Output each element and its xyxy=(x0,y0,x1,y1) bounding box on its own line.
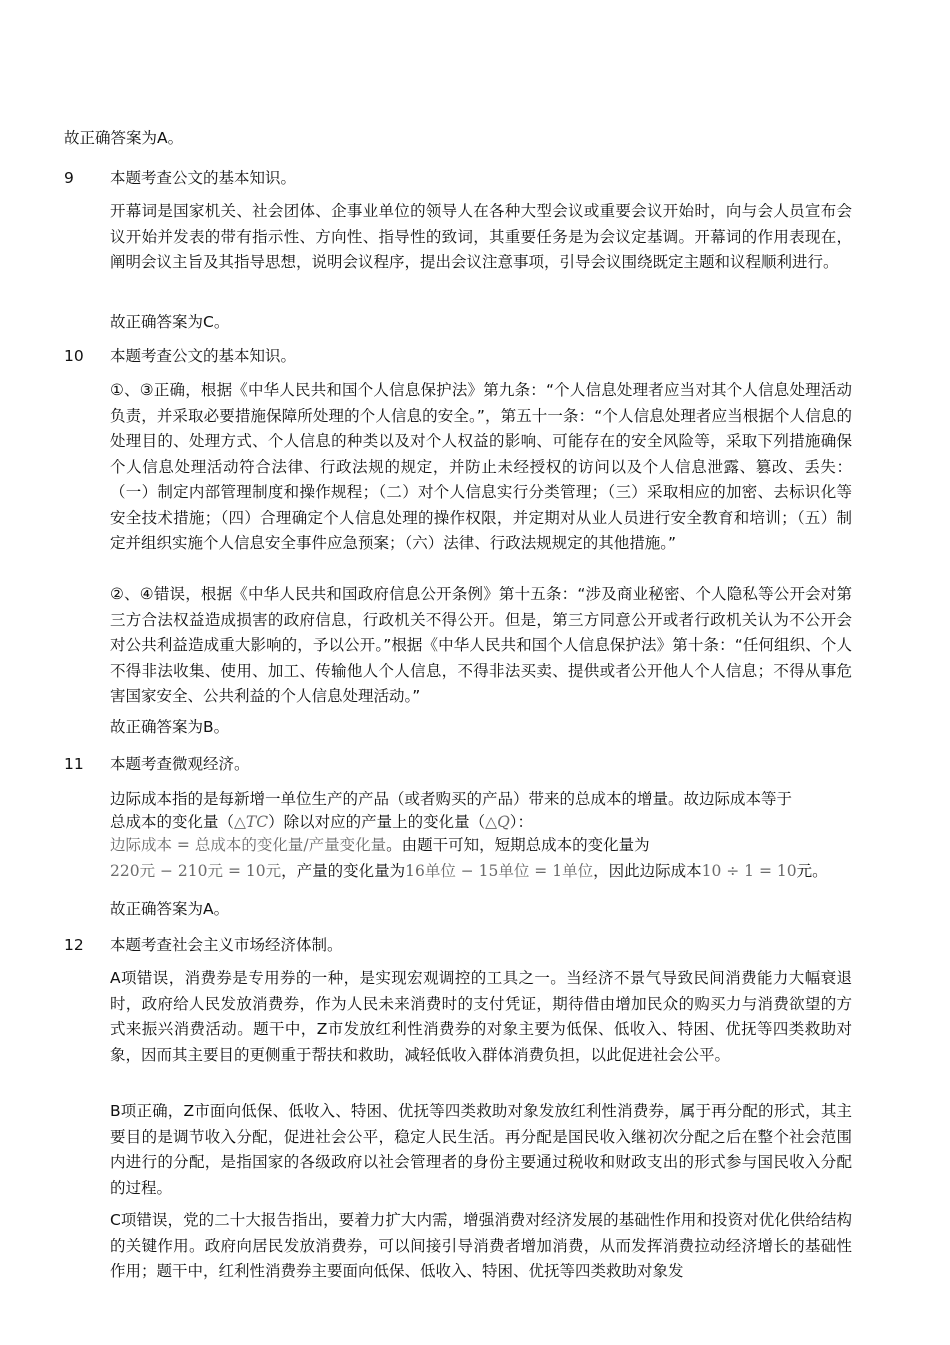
question-heading: 本题考查公文的基本知识。 xyxy=(110,169,297,187)
explanation-paragraph: A项错误，消费券是专用券的一种，是实现宏观调控的工具之一。当经济不景气导致民间消费能力大幅衰退时，政府给人民发放消费券，作为人民未来消费时的支付凭证，期待借由增加民众的购买力与消费欲望的方式来振兴消费活动。题干中，Z市发放红利性消费券的对象主要为低保、低收入、特困、优抚等四类救助对象，因而其主要目的更侧重于帮扶和救助，减轻低收入群体消费负担，以此促进社会公平。 xyxy=(110,969,852,1064)
explanation-paragraph: C项错误，党的二十大报告指出，要着力扩大内需，增强消费对经济发展的基础性作用和投资对优化供给结构的关键作用。政府向居民发放消费券，可以间接引导消费者增加消费，从而发挥消费拉动经济增长的基础性作用；题干中，红利性消费券主要面向低保、低收入、特困、优抚等四类救助对象发 xyxy=(110,1211,852,1280)
math-expression: 16单位 − 15单位 = 1单位 xyxy=(405,862,594,880)
explanation-paragraph: ①、③正确，根据《中华人民共和国个人信息保护法》第九条：“个人信息处理者应当对其个人信息处理活动负责，并采取必要措施保障所处理的个人信息的安全。”，第五十一条：“个人信息处理者应当根据个人信息的处理目的、处理方式、个人信息的种类以及对个人权益的影响、可能存在的安全风险等，采取下列措施确保个人信息处理活动符合法律、行政法规的规定，并防止未经授权的访问以及个人信息泄露、篡改、丢失：（一）制定内部管理制度和操作规程；（二）对个人信息实行分类管理；（三）采取相应的加密、去标识化等安全技术措施；（四）合理确定个人信息处理的操作权限，并定期对从业人员进行安全教育和培训；（五）制定并组织实施个人信息安全事件应急预案；（六）法律、行政法规规定的其他措施。” xyxy=(110,381,852,552)
question-heading: 本题考查社会主义市场经济体制。 xyxy=(110,936,343,954)
explanation-paragraph: ②、④错误，根据《中华人民共和国政府信息公开条例》第十五条：“涉及商业秘密、个人隐私等公开会对第三方合法权益造成损害的政府信息，行政机关不得公开。但是，第三方同意公开或者行政机关认为不公开会对公共利益造成重大影响的，予以公开。”根据《中华人民共和国个人信息保护法》第十条：“任何组织、个人不得非法收集、使用、加工、传输他人个人信息，不得非法买卖、提供或者公开他人个人信息；不得从事危害国家安全、公共利益的个人信息处理活动。” xyxy=(110,585,852,705)
math-expression: 10 ÷ 1 = 10 xyxy=(701,862,797,880)
formula-text-line: 边际成本指的是每新增一单位生产的产品（或者购买的产品）带来的总成本的增量。故边际成本等于 xyxy=(110,790,793,808)
math-expression: △TC xyxy=(234,813,269,831)
formula-text-line: 220元 − 210元 = 10元，产量的变化量为16单位 − 15单位 = 1单位，因此边际成本10 ÷ 1 = 10元。 xyxy=(110,862,828,880)
question-number: 10 xyxy=(64,347,84,365)
question-heading: 本题考查微观经济。 xyxy=(110,755,250,773)
answer-line: 故正确答案为A。 xyxy=(110,900,230,918)
formula-text-line: 总成本的变化量（△TC）除以对应的产量上的变化量（△Q）： xyxy=(110,813,534,831)
question-number: 12 xyxy=(64,936,84,954)
question-heading: 本题考查公文的基本知识。 xyxy=(110,347,297,365)
math-expression: 边际成本 = 总成本的变化量/产量变化量 xyxy=(110,836,387,854)
explanation-paragraph: B项正确，Z市面向低保、低收入、特困、优抚等四类救助对象发放红利性消费券，属于再分配的形式，其主要目的是调节收入分配，促进社会公平，稳定人民生活。再分配是国民收入继初次分配之后在整个社会范围内进行的分配，是指国家的各级政府以社会管理者的身份主要通过税收和财政支出的形式参与国民收入分配的过程。 xyxy=(110,1102,852,1197)
question-number: 11 xyxy=(64,755,84,773)
formula-text-line: 边际成本 = 总成本的变化量/产量变化量。由题干可知，短期总成本的变化量为 xyxy=(110,836,650,854)
explanation-paragraph: 开幕词是国家机关、社会团体、企事业单位的领导人在各种大型会议或重要会议开始时，向与会人员宣布会议开始并发表的带有指示性、方向性、指导性的致词，其重要任务是为会议定基调。开幕词的作用表现在，阐明会议主旨及其指导思想，说明会议程序，提出会议注意事项，引导会议围绕既定主题和议程顺利进行。 xyxy=(110,202,852,271)
math-expression: 220元 − 210元 = 10元 xyxy=(110,862,282,880)
math-expression: △Q xyxy=(485,813,510,831)
answer-line: 故正确答案为B。 xyxy=(110,718,230,736)
answer-line: 故正确答案为A。 xyxy=(64,129,184,147)
question-number: 9 xyxy=(64,169,74,187)
answer-line: 故正确答案为C。 xyxy=(110,313,230,331)
